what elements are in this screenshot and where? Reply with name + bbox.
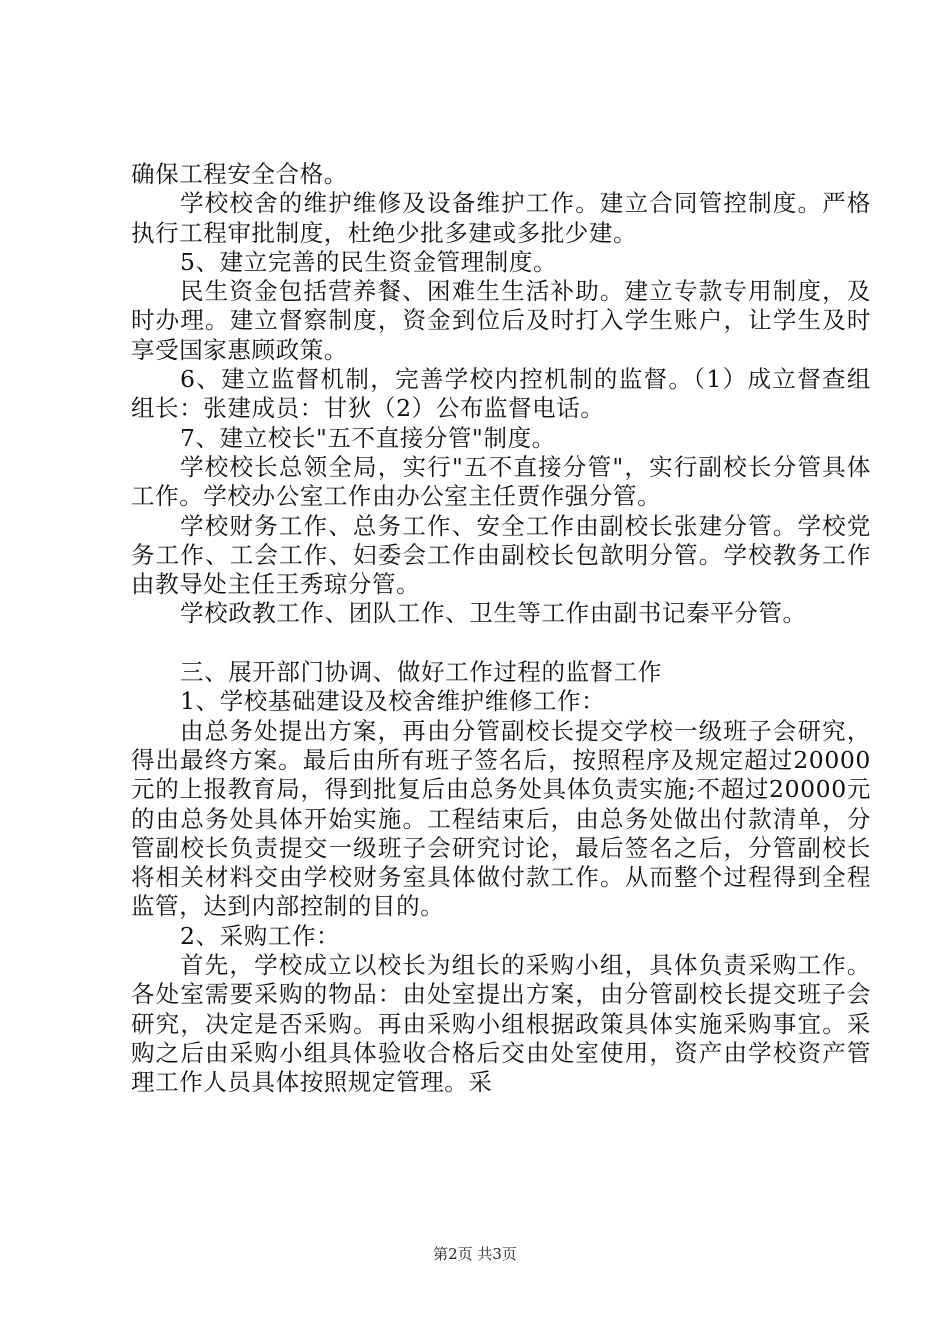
paragraph-11: 1、学校基础建设及校舍维护维修工作： [180,687,606,716]
paragraph-13: 2、采购工作： [180,921,341,950]
paragraph-3: 5、建立完善的民生资金管理制度。 [180,247,558,276]
paragraph-6: 7、建立校长"五不直接分管"制度。 [180,423,556,452]
page-number-footer: 第2页 共3页 [433,1245,517,1263]
paragraph-9: 学校政教工作、团队工作、卫生等工作由副书记秦平分管。 [180,599,807,628]
paragraph-5: 6、建立监督机制，完善学校内控机制的监督。（1）成立督查组组长：张建成员：甘狄（2）公布监督电话。 [131,365,871,423]
section-heading: 三、展开部门协调、做好工作过程的监督工作 [180,658,662,687]
paragraph-7: 学校校长总领全局，实行"五不直接分管"，实行副校长分管具体工作。学校办公室工作由办公室主任贾作强分管。 [131,452,871,511]
paragraph-8: 学校财务工作、总务工作、安全工作由副校长张建分管。学校党务工作、工会工作、妇委会工作由副校长包歆明分管。学校教务工作由教导处主任王秀琼分管。 [131,511,871,599]
blank-line [131,629,871,658]
paragraph-2: 学校校舍的维护维修及设备维护工作。建立合同管控制度。严格执行工程审批制度，杜绝少批多建或多批少建。 [131,189,871,247]
paragraph-1: 确保工程安全合格。 [131,160,348,188]
paragraph-14: 首先，学校成立以校长为组长的采购小组，具体负责采购工作。各处室需要采购的物品：由处室提出方案，由分管副校长提交班子会研究，决定是否采购。再由采购小组根据政策具体实施采购事宜。采购之后由采购小组具体验收合格后交由处室使用，资产由学校资产管理工作人员具体按照规定管理。采 [131,951,871,1097]
document-body [131,160,871,1098]
paragraph-4: 民生资金包括营养餐、困难生生活补助。建立专款专用制度，及时办理。建立督察制度，资金到位后及时打入学生账户，让学生及时享受国家惠顾政策。 [131,277,871,364]
paragraph-12: 由总务处提出方案，再由分管副校长提交学校一级班子会研究，得出最终方案。最后由所有班子签名后，按照程序及规定超过20000元的上报教育局，得到批复后由总务处具体负责实施;不超过20000元的由总务处具体开始实施。工程结束后，由总务处做出付款清单，分管副校长负责提交一级班子会研究讨论，最后签名之后，分管副校长将相关材料交由学校财务室具体做付款工作。从而整个过程得到全程监管，达到内部控制的目的。 [131,716,871,921]
